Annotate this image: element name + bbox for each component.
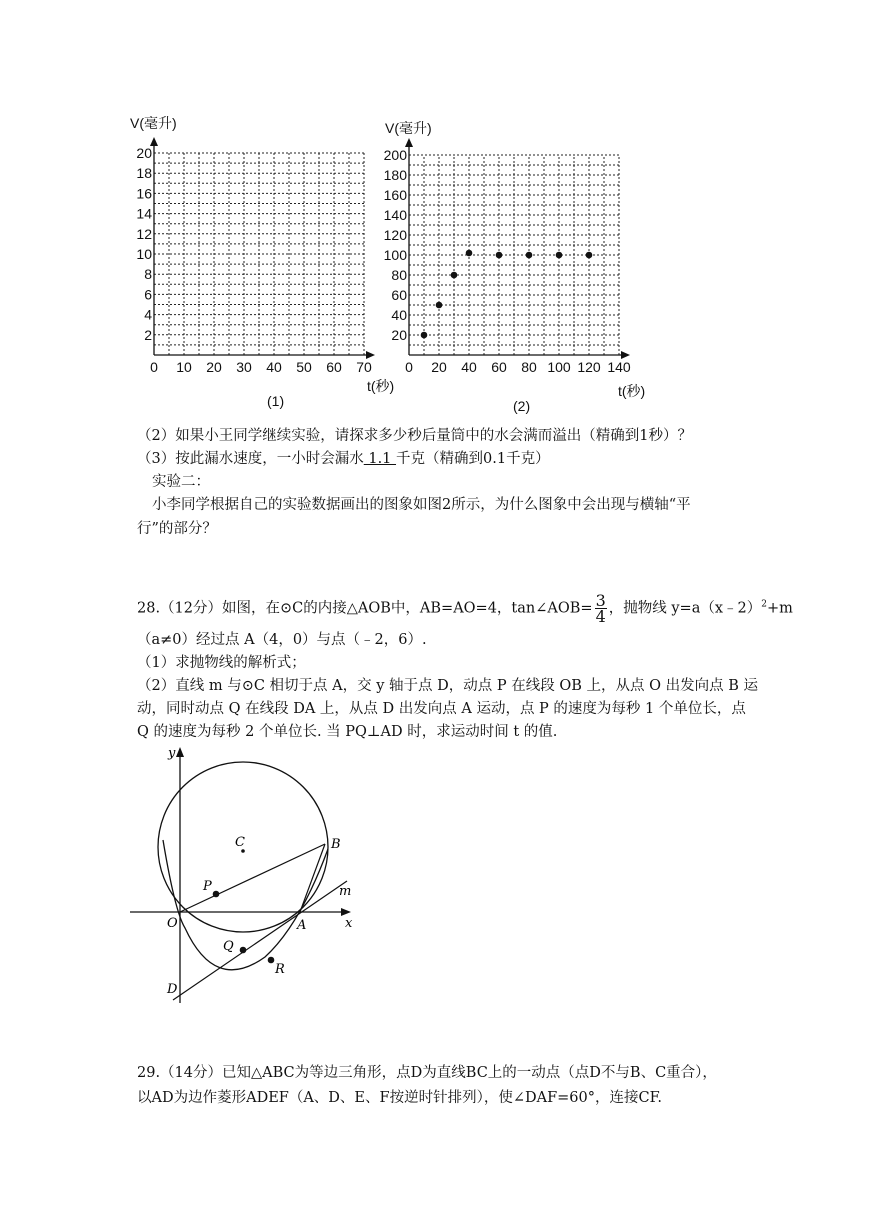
label-y: y (168, 746, 176, 761)
chart-1-y-tick-label: 14 (136, 205, 152, 222)
chart-2-ylabel: V(毫升) (385, 120, 432, 136)
problem-29-line-1: 29.（14分）已知△ABC为等边三角形，点D为直线BC上的一动点（点D不与B、C重合）， (137, 1065, 717, 1081)
problem-28-line-1 (137, 593, 793, 624)
chart-2-y-tick-label: 180 (383, 167, 407, 183)
chart-2-x-tick-label: 40 (461, 359, 477, 375)
problem-28-line-2: （a≠0）经过点 A（4，0）与点（﹣2，6）. (137, 632, 427, 648)
tan-fraction-numerator: 3 (595, 591, 606, 610)
chart-1-x-tick-label: 10 (176, 359, 192, 375)
chart-2-x-tick-label: 20 (431, 359, 447, 375)
point-r (268, 957, 275, 964)
chart-1-y-tick-label: 10 (136, 246, 152, 262)
chart-2-data-point (451, 272, 458, 279)
chart-1-x-tick-label: 30 (236, 359, 252, 375)
problem-28-question-1: （1）求抛物线的解析式； (137, 655, 306, 671)
chart-2-y-tick-label: 140 (383, 207, 407, 223)
chart-2-y-tick-label: 200 (383, 147, 407, 163)
chart-2-data-point (436, 302, 443, 309)
label-p: P (203, 879, 212, 894)
chart-2-data-point (586, 252, 593, 259)
chart-2-y-arrow (405, 138, 413, 147)
geometry-figure (125, 735, 370, 1010)
chart-1-y-tick-label: 20 (136, 145, 152, 161)
tan-fraction-denominator: 4 (595, 607, 606, 626)
chart-2-x-tick-label: 80 (521, 359, 537, 375)
chart-1-y-tick-label: 4 (144, 306, 152, 323)
chart-2-data-point (496, 252, 503, 259)
tan-fraction (595, 593, 607, 624)
chart-1-x-tick-label: 60 (326, 359, 342, 375)
chart-2-x-tick-label: 100 (547, 359, 571, 375)
chart-2-data-point (556, 252, 563, 259)
chart-1-x-tick-label: 0 (150, 359, 158, 375)
label-a: A (297, 918, 307, 933)
label-o: O (167, 916, 178, 931)
problem-28-exponent: 2 (761, 599, 767, 610)
label-m: m (339, 884, 352, 899)
chart-2-data-point (526, 252, 533, 259)
chart-1-caption: (1) (267, 393, 285, 409)
label-b: B (331, 837, 341, 852)
tangent-line-m (173, 881, 347, 1000)
experiment-2-title: 实验二： (152, 474, 210, 490)
chart-2-x-tick-label: 120 (577, 359, 601, 375)
chart-2-y-tick-label: 160 (383, 187, 407, 203)
chart-2-y-tick-label: 60 (391, 287, 407, 303)
chart-1-y-tick-label: 2 (144, 326, 152, 343)
question-3-suffix: 千克（精确到0.1千克） (396, 451, 550, 467)
problem-28-text-b: ，抛物线 y=a（x﹣2） (608, 600, 762, 617)
problem-28-text-c: +m (766, 600, 793, 617)
chart-2 (380, 115, 660, 420)
y-axis-arrow (176, 747, 184, 757)
chart-2-caption: (2) (513, 398, 531, 414)
label-c: C (235, 835, 245, 850)
problem-28-question-2-line-3: Q 的速度为每秒 2 个单位长. 当 PQ⊥AD 时，求运动时间 t 的值. (137, 724, 558, 740)
problem-28-question-2-line-2: 动，同时动点 Q 在线段 DA 上，从点 D 出发向点 A 运动，点 P 的速度为每秒 1 个单位长，点 (137, 701, 746, 717)
chart-1-x-tick-label: 20 (206, 359, 222, 375)
chart-1-x-arrow (366, 351, 375, 359)
chart-2-y-tick-label: 40 (391, 307, 407, 323)
chart-1-x-tick-label: 70 (356, 359, 372, 375)
chart-2-data-point (466, 250, 473, 257)
chart-1-y-tick-label: 18 (136, 165, 152, 182)
chart-2-x-tick-label: 140 (607, 359, 631, 375)
point-q (240, 947, 247, 954)
chart-1-ylabel: V(毫升) (130, 115, 177, 131)
question-3-prefix: （3）按此漏水速度，一小时会漏水 (137, 451, 364, 467)
experiment-2-body-1: 小李同学根据自己的实验数据画出的图象如图2所示，为什么图象中会出现与横轴“平 (152, 497, 691, 513)
chart-1-x-tick-label: 50 (296, 359, 312, 375)
label-q: Q (223, 939, 234, 954)
chart-2-y-tick-label: 120 (383, 227, 407, 243)
question-2: （2）如果小王同学继续实验，请探求多少秒后量筒中的水会满而溢出（精确到1秒）？ (137, 428, 692, 444)
chart-1-y-tick-label: 12 (136, 225, 152, 242)
chart-2-x-arrow (621, 351, 630, 359)
chart-2-y-tick-label: 20 (391, 327, 407, 343)
chart-1-x-tick-label: 40 (266, 359, 282, 375)
chart-2-x-tick-label: 0 (405, 359, 413, 375)
chart-2-data-point (421, 332, 428, 339)
x-axis-arrow (341, 908, 351, 916)
question-3-answer: 1.1 (363, 451, 397, 467)
chart-2-xlabel: t(秒) (618, 383, 646, 399)
problem-28-question-2-line-1: （2）直线 m 与⊙C 相切于点 A，交 y 轴于点 D，动点 P 在线段 OB 上，从点 O 出发向点 B 运 (137, 678, 758, 694)
chart-1-y-tick-label: 16 (136, 185, 152, 202)
question-3 (137, 448, 550, 470)
point-p (213, 891, 220, 898)
label-x: x (345, 916, 353, 931)
label-d: D (167, 982, 178, 997)
chart-1-y-tick-label: 8 (144, 266, 152, 283)
chart-2-y-tick-label: 100 (383, 247, 407, 263)
chart-2-y-tick-label: 80 (391, 267, 407, 283)
chart-1-y-tick-label: 6 (144, 286, 152, 303)
chart-2-x-tick-label: 60 (491, 359, 507, 375)
problem-29-line-2: 以AD为边作菱形ADEF（A、D、E、F按逆时针排列），使∠DAF=60°，连接CF. (137, 1090, 662, 1106)
label-r: R (275, 962, 285, 977)
chart-1-xlabel: t(秒) (367, 378, 395, 394)
experiment-2-body-2: 行”的部分？ (137, 521, 217, 537)
problem-28-text-a: 28.（12分）如图，在⊙C的内接△AOB中，AB=AO=4，tan∠AOB= (137, 600, 593, 617)
